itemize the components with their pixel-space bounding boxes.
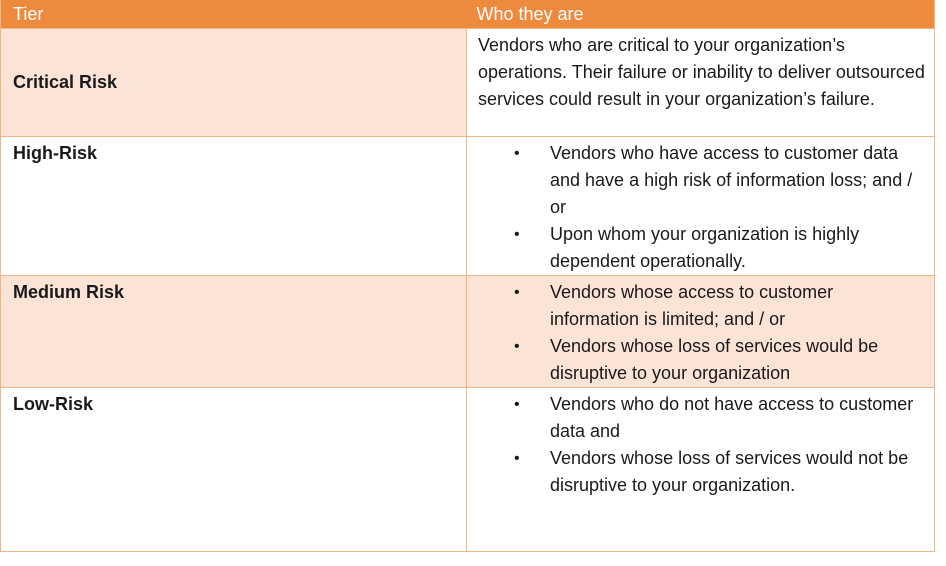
list-item xyxy=(478,279,926,333)
bullet-dot: • xyxy=(514,338,520,355)
list-item-text: Upon whom your organization is highly dependent operationally. xyxy=(550,224,860,271)
table-header-row xyxy=(1,0,935,29)
table-row-critical-risk xyxy=(1,29,935,137)
table-row-high-risk xyxy=(1,137,935,276)
bullet-list-high-risk xyxy=(478,140,926,275)
bullet-dot: • xyxy=(514,284,520,301)
bullet-dot: • xyxy=(514,450,520,467)
description-medium-risk xyxy=(467,276,935,388)
description-low-risk xyxy=(467,388,935,552)
list-item xyxy=(478,221,926,275)
table-row-medium-risk xyxy=(1,276,935,388)
tier-label-high-risk: High-Risk xyxy=(1,137,467,276)
bullet-list-low-risk xyxy=(478,391,926,499)
bullet-list-medium-risk xyxy=(478,279,926,387)
table-row-low-risk xyxy=(1,388,935,552)
list-item xyxy=(478,140,926,221)
tier-label-low-risk: Low-Risk xyxy=(1,388,467,552)
tier-label-critical-risk: Critical Risk xyxy=(1,29,467,137)
tier-label-medium-risk: Medium Risk xyxy=(1,276,467,388)
list-item xyxy=(478,445,926,499)
list-item-text: Vendors who do not have access to customer data and xyxy=(550,394,914,441)
bullet-dot: • xyxy=(514,226,520,243)
description-critical-risk: Vendors who are critical to your organization’s operations. Their failure or inability to deliver outsourced services could result in your organization’s failure. xyxy=(467,29,935,137)
bullet-dot: • xyxy=(514,145,520,162)
list-item-text: Vendors whose loss of services would be disruptive to your organization xyxy=(550,336,879,383)
list-item-text: Vendors whose access to customer information is limited; and / or xyxy=(550,282,834,329)
header-who-they-are: Who they are xyxy=(476,4,584,24)
list-item-text: Vendors whose loss of services would not be disruptive to your organization. xyxy=(550,448,909,495)
list-item-text: Vendors who have access to customer data and have a high risk of information loss; and / or xyxy=(550,143,913,217)
list-item xyxy=(478,333,926,387)
header-tier: Tier xyxy=(13,4,44,24)
description-high-risk xyxy=(467,137,935,276)
bullet-dot: • xyxy=(514,396,520,413)
list-item xyxy=(478,391,926,445)
